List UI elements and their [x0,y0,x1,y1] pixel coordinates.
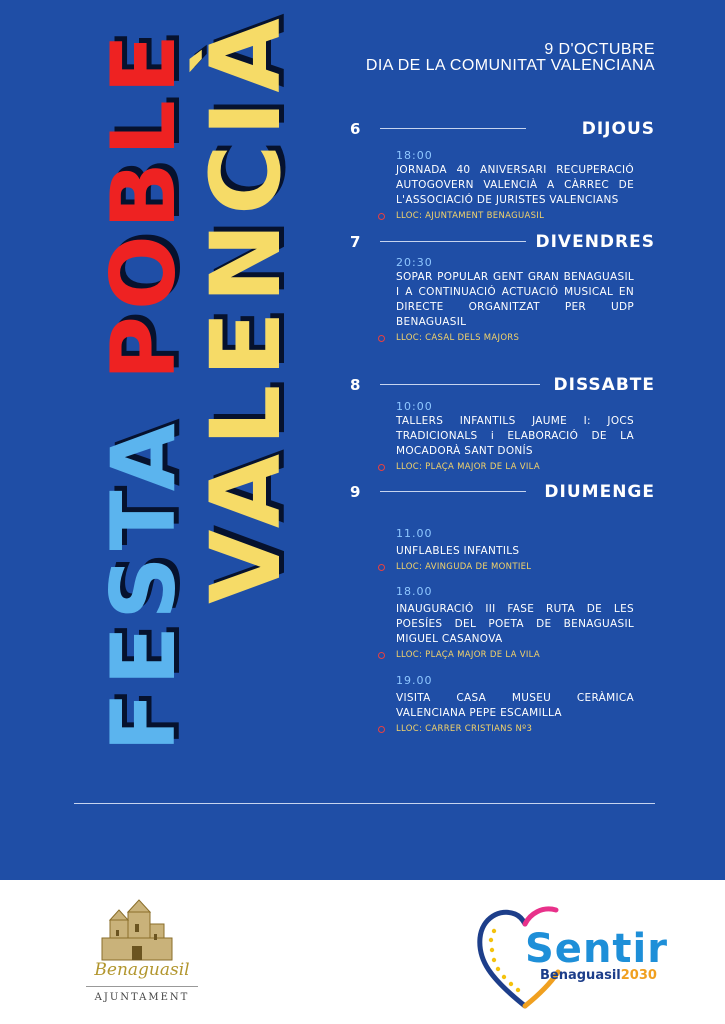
day-name: DIVENDRES [535,232,655,252]
location-pin-icon [378,564,385,571]
day-number: 6 [350,120,361,138]
event-location [378,561,634,574]
event-location [378,649,634,662]
day-header [350,233,655,257]
event-location-text: LLOC: CARRER CRISTIANS Nº3 [396,724,533,734]
day-divider [380,128,526,129]
logo-divider [86,986,198,987]
event-location-text: LLOC: CASAL DELS MAJORS [396,333,520,343]
castle-icon [72,898,202,962]
title-poble: POBLE [92,27,195,381]
day-name: DIUMENGE [544,482,655,502]
location-pin-icon [378,726,385,733]
event-description: VISITA CASA MUSEU CERÀMICA VALENCIANA PEPE ESCAMILLA [396,692,634,719]
header-event: DIA DE LA COMUNITAT VALENCIANA [365,57,655,74]
location-pin-icon [378,464,385,471]
event-location-text: LLOC: AJUNTAMENT BENAGUASIL [396,211,545,221]
event-item [378,527,634,574]
event-location [378,332,634,345]
day-header [350,120,655,144]
ajuntament-logo [72,898,202,1010]
event-description: UNFLABLES INFANTILS [396,545,520,557]
title-valencia: VALENCIÀ [190,10,302,604]
event-item [378,674,634,736]
sentir-logo [470,898,668,1014]
bottom-divider [74,803,655,804]
header [366,42,655,74]
event-description: INAUGURACIÓ III FASE RUTA DE LES POESÍES DEL POETA DE BENAGUASIL MIGUEL CASANOVA [396,603,634,645]
event-time: 10:00 [396,400,433,413]
event-location-text: LLOC: PLAÇA MAJOR DE LA VILA [396,462,541,472]
header-date: 9 D'OCTUBRE [544,41,655,58]
event-location [378,723,634,736]
sentir-town-name: Benaguasil [540,968,621,983]
event-time: 20:30 [396,256,433,269]
event-description: SOPAR POPULAR GENT GRAN BENAGUASIL I A CONTINUACIÓ ACTUACIÓ MUSICAL EN DIRECTE ORGANITZAT PER UDP BENAGUASIL [396,271,634,328]
location-pin-icon [378,335,385,342]
event-location-text: LLOC: PLAÇA MAJOR DE LA VILA [396,650,541,660]
title-line-1 [92,27,195,752]
event-item [378,149,634,223]
day-number: 8 [350,376,361,394]
title-festa: FESTA [92,417,195,752]
day-number: 7 [350,233,361,251]
event-location [378,210,634,223]
sentir-year: 2030 [620,968,657,983]
location-pin-icon [378,213,385,220]
event-item [378,400,634,474]
day-name: DIJOUS [581,119,655,139]
ajuntament-label: AJUNTAMENT [94,992,190,1003]
benaguasil-script: Benaguasil [94,960,190,980]
event-location-text: LLOC: AVINGUDA DE MONTIEL [396,562,532,572]
day-divider [380,384,540,385]
event-item [378,585,634,662]
event-location [378,461,634,474]
event-time: 18.00 [396,585,433,598]
location-pin-icon [378,652,385,659]
day-divider [380,241,526,242]
day-header [350,376,655,400]
event-description: TALLERS INFANTILS JAUME I: JOCS TRADICIONALS i ELABORACIÓ DE LA MOCADORÀ SANT DONÍS [396,415,634,457]
sentir-wordmark: Sentir [525,926,668,972]
event-time: 19.00 [396,674,433,687]
day-number: 9 [350,483,361,501]
event-time: 11.00 [396,527,433,540]
event-item [378,256,634,345]
event-time: 18:00 [396,149,433,162]
day-divider [380,491,526,492]
sentir-town [540,968,657,983]
event-description: JORNADA 40 ANIVERSARI RECUPERACIÓ AUTOGOVERN VALENCIÀ A CÀRREC DE L'ASSOCIACIÓ DE JURISTES VALENCIANS [396,164,634,206]
day-header [350,483,655,507]
day-name: DISSABTE [553,375,655,395]
